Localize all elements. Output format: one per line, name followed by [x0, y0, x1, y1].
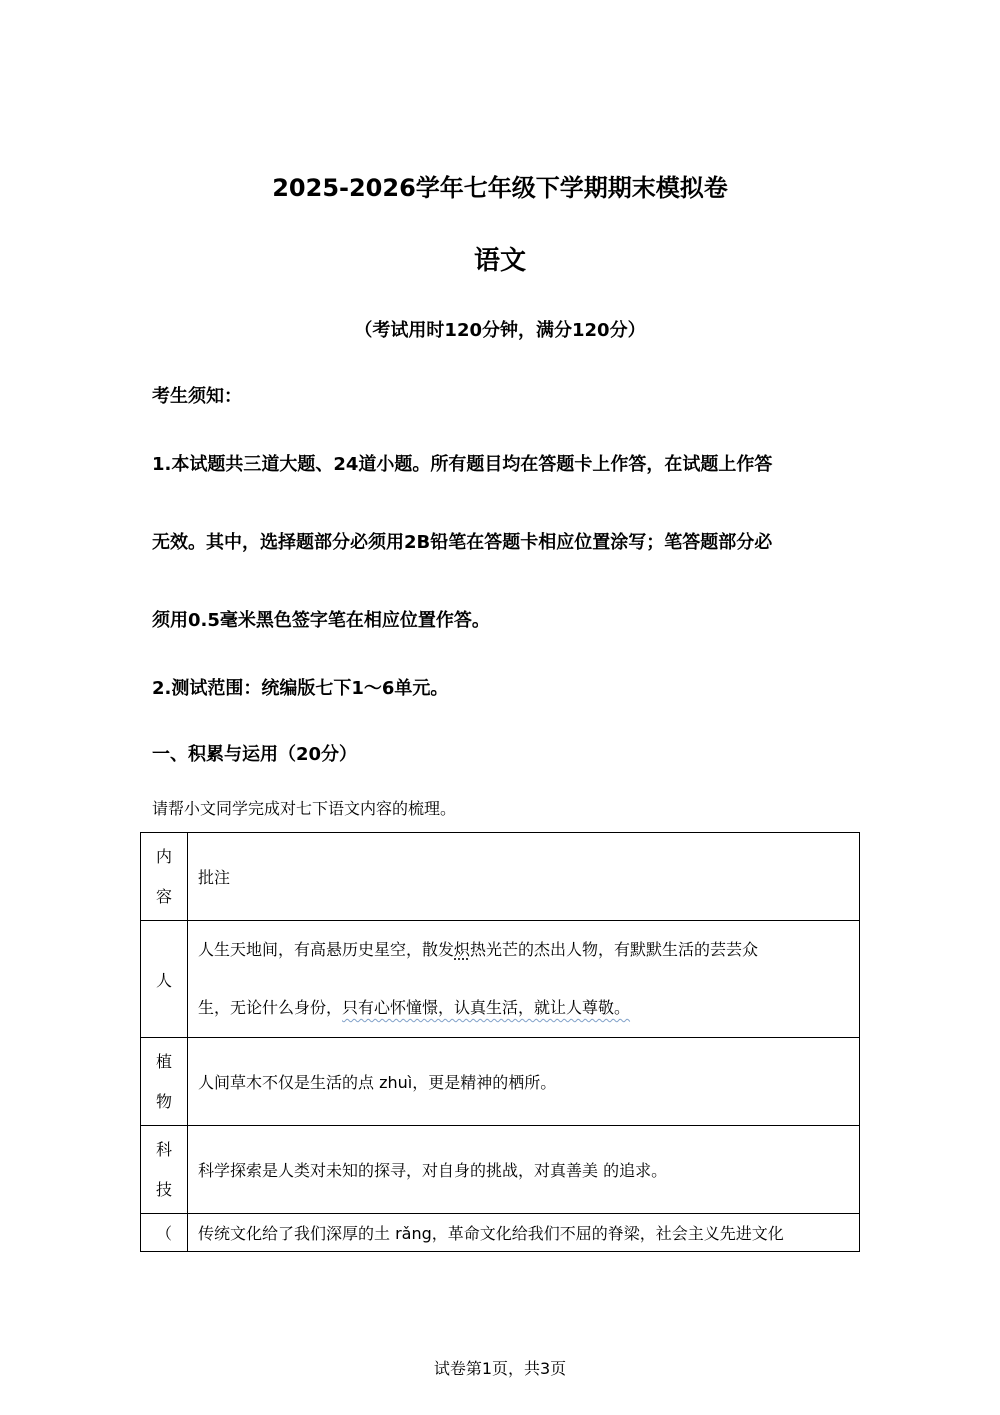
row-culture-text-cell: [188, 1214, 860, 1252]
row-person-text-cell: [188, 921, 860, 1038]
row-person-line-1: [198, 921, 849, 979]
notice-item-1-line-3: 须用0.5毫米黑色签字笔在相应位置作答。: [152, 610, 490, 631]
section-1-intro: 请帮小文同学完成对七下语文内容的梳理。: [152, 799, 457, 818]
notice-item-1-line-1: 1.本试题共三道大题、24道小题。所有题目均在答题卡上作答，在试题上作答: [152, 454, 773, 475]
row-tech-text-cell: [188, 1126, 860, 1214]
row-tech-label-cell: [141, 1126, 188, 1214]
header-cell-annotation: [188, 833, 860, 921]
table-row: [141, 1038, 860, 1126]
section-1-heading: 一、积累与运用（20分）: [152, 744, 358, 765]
table-row: [141, 1214, 860, 1252]
row-plant-text: 人间草木不仅是生活的点 zhuì，更是精神的栖所。: [198, 1073, 557, 1092]
row-plant-label-cell: [141, 1038, 188, 1126]
row-culture-label: （: [155, 1224, 172, 1243]
exam-info: （考试用时120分钟，满分120分）: [354, 320, 646, 341]
table-row: [141, 921, 860, 1038]
row-person-label-cell: [141, 921, 188, 1038]
header-col1-char-1: 内: [155, 846, 172, 866]
notice-item-1-line-2: 无效。其中，选择题部分必须用2B铅笔在答题卡相应位置涂写；笔答题部分必: [152, 532, 773, 553]
row-culture-text: 传统文化给了我们深厚的土 rǎng，革命文化给我们不屈的脊梁，社会主义先进文化: [198, 1224, 784, 1243]
row-person-text-b: 热光芒的杰出人物，有默默生活的芸芸众: [470, 940, 759, 959]
row-culture-label-cell: [141, 1214, 188, 1252]
header-col1-char-2: 容: [155, 886, 172, 906]
header-col2-label: 批注: [198, 868, 231, 887]
exam-title: 2025-2026学年七年级下学期期末模拟卷: [272, 174, 728, 202]
row-tech-label-char-2: 技: [155, 1179, 172, 1199]
row-plant-label-char-2: 物: [155, 1091, 172, 1111]
table-row: [141, 1126, 860, 1214]
header-cell-content: [141, 833, 188, 921]
row-tech-label-char-1: 科: [155, 1139, 172, 1159]
row-person-text-c: 生，无论什么身份，: [198, 998, 343, 1017]
row-tech-text-a: 科学探索是人类对未知的探寻，对自身的挑战，对真善美: [198, 1161, 599, 1180]
row-person-line-2: [198, 979, 849, 1037]
notice-heading: 考生须知：: [152, 386, 242, 407]
page-footer: 试卷第1页，共3页: [433, 1359, 567, 1378]
notice-item-2: 2.测试范围：统编版七下1～6单元。: [152, 678, 449, 699]
row-tech-text-b: 的追求。: [598, 1161, 668, 1180]
content-table: [140, 832, 860, 1252]
row-plant-text-cell: [188, 1038, 860, 1126]
row-person-text-a: 人生天地间，有高悬历史星空，散发: [198, 940, 455, 959]
row-person-label: 人: [155, 970, 172, 990]
subject-title: 语文: [473, 246, 526, 276]
row-person-wavy-sentence: 只有心怀憧憬，认真生活，就让人尊敬。: [342, 998, 631, 1017]
row-plant-label-char-1: 植: [155, 1051, 172, 1071]
table-row: [141, 833, 860, 921]
row-person-marked-char: 炽: [454, 940, 471, 959]
